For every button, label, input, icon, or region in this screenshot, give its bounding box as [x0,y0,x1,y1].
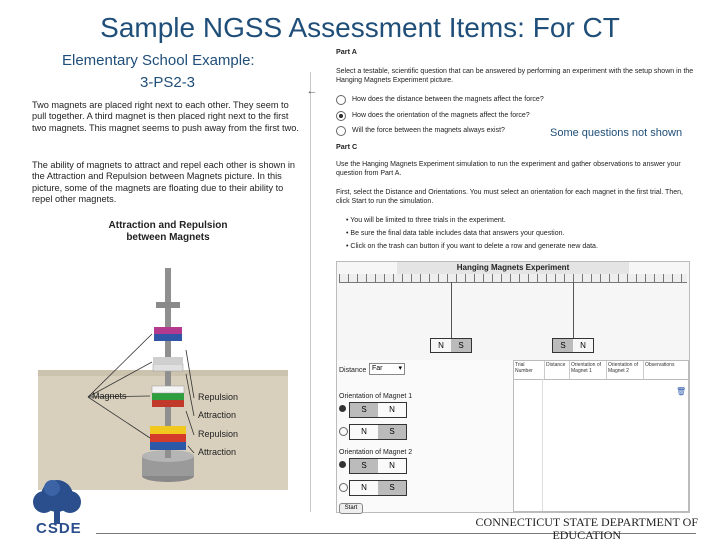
part-a-prompt: Select a testable, scientific question that can be answered by performing an experiment with the setup shown in the Hanging Magnets Experiment picture. [336,68,694,84]
option-1-radio[interactable] [336,95,346,105]
orientation-2b-radio[interactable] [339,483,348,492]
left-question-panel [28,96,306,516]
subtitle-line1: Elementary School Example: [62,52,255,69]
bullet-1: • You will be limited to three trials in the experiment. [346,217,506,224]
distance-label: Distance [339,367,367,374]
start-button[interactable]: Start [339,503,363,514]
orientation-1a-radio[interactable] [339,405,346,412]
part-c-label: Part C [336,142,358,151]
orientation-2a-option[interactable]: S N [349,458,407,474]
hanging-magnets-simulation [336,261,690,513]
orientation-2-label: Orientation of Magnet 2 [339,449,413,456]
sim-title: Hanging Magnets Experiment [397,262,629,274]
option-3-label[interactable]: Will the force between the magnets always exist? [352,127,505,134]
magnets-figure [28,246,308,508]
option-3-radio[interactable] [336,126,346,136]
sim-magnet-left: N S [430,338,472,353]
orientation-1b-radio[interactable] [339,427,348,436]
part-a-label: Part A [336,47,357,56]
data-table [513,360,689,512]
option-2-radio[interactable] [336,111,346,121]
table-header-trial: Trial Number [514,361,545,379]
figure-title: Attraction and Repulsion between Magnets [108,220,228,243]
collapse-arrow-icon[interactable]: ← [306,85,318,97]
panel-divider[interactable] [310,72,311,512]
slide-title: Sample NGSS Assessment Items: For CT [100,12,620,43]
sim-magnet-right: S N [552,338,594,353]
passage-paragraph-2: The ability of magnets to attract and repel each other is shown in the Attraction and Repulsion between Magnets picture. In this picture, some of the magnets are floating due to their ability to repel other magnets. [32,160,296,205]
label-attraction-2: Attraction [198,447,237,457]
bullet-2: • Be sure the final data table includes data that answers your question. [346,230,565,237]
orientation-1-label: Orientation of Magnet 1 [339,393,413,400]
string-left [451,282,452,338]
sim-controls [337,360,513,512]
label-magnets: Magnets [92,391,127,401]
option-1-label[interactable]: How does the distance between the magnets affect the force? [352,96,544,103]
table-header-orientation-2: Orientation of Magnet 2 [607,361,644,379]
table-header-orientation-1: Orientation of Magnet 1 [570,361,607,379]
orientation-1a-option[interactable]: S N [349,402,407,418]
questions-not-shown-note: Some questions not shown [550,127,683,139]
passage-paragraph-1: Two magnets are placed right next to each other. They seem to pull together. A third magnet is then placed right next to the first two magnets. This magnet seems to push away from the first two. [32,100,299,133]
trash-can-icon[interactable]: 🗑 [676,387,687,396]
logo-text: CSDE [36,520,82,537]
orientation-1b-option[interactable]: N S [349,424,407,440]
label-attraction-1: Attraction [198,410,237,420]
string-right [573,282,574,338]
chevron-down-icon: ▾ [398,365,402,372]
table-header-observations: Observations [645,362,675,368]
footer-organization: CONNECTICUT STATE DEPARTMENT OF EDUCATION [475,515,698,542]
label-repulsion-1: Repulsion [198,392,239,402]
part-c-prompt-2: First, select the Distance and Orientations. You must select an orientation for each magnet in the first trial. Then, click Start to run the simulation. [336,189,683,205]
distance-select[interactable]: Far ▾ [369,363,405,375]
orientation-2b-option[interactable]: N S [349,480,407,496]
table-header-row [514,361,688,380]
part-c-prompt-1: Use the Hanging Magnets Experiment simulation to run the experiment and gather observations to answer your question from Part A. [336,161,681,177]
option-2-label[interactable]: How does the orientation of the magnets affect the force? [352,112,530,119]
table-header-distance: Distance [545,361,570,379]
label-repulsion-2: Repulsion [198,429,239,439]
distance-ruler [339,274,687,283]
subtitle-line2: 3-PS2-3 [140,74,196,91]
orientation-2a-radio[interactable] [339,461,346,468]
csde-logo [22,476,92,538]
bullet-3: • Click on the trash can button if you want to delete a row and generate new data. [346,243,598,250]
